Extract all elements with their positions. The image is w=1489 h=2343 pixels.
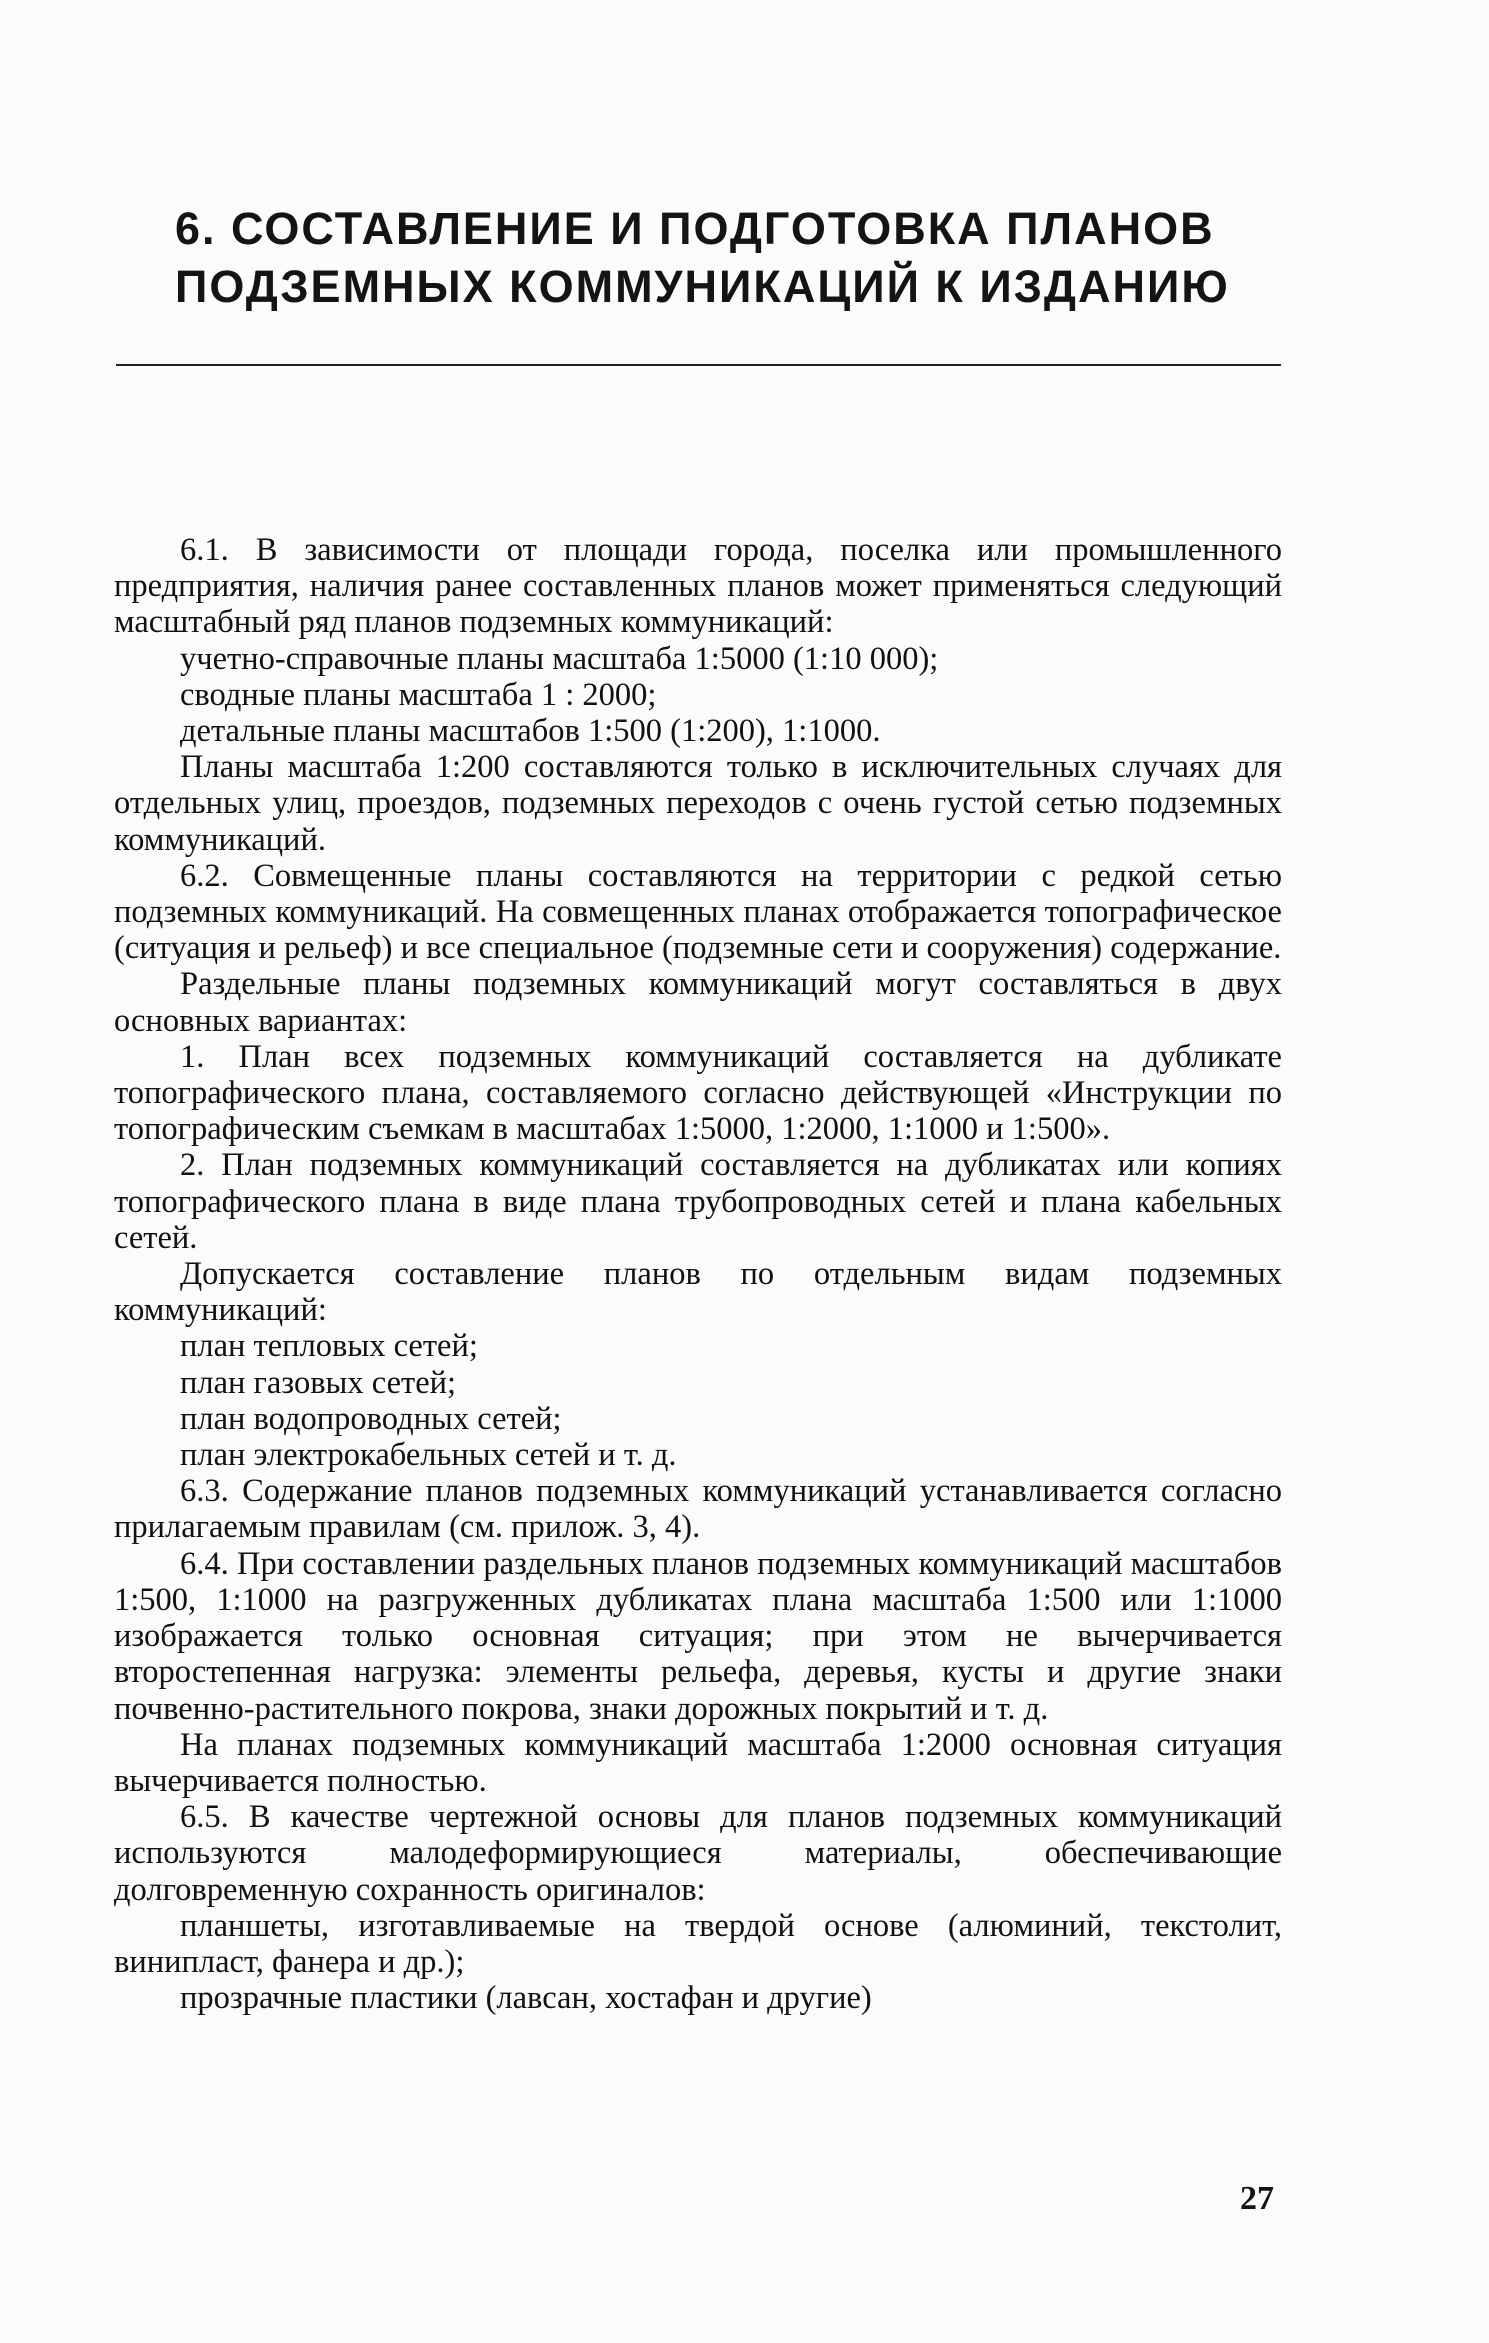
body-text (114, 532, 1282, 2016)
paragraph: 6.3. Содержание планов подземных коммуникаций устанавливается согласно прилагаемым правилам (см. прилож. 3, 4). (114, 1473, 1282, 1546)
list-item: план водопроводных сетей; (180, 1400, 562, 1437)
list-item: детальные планы масштабов 1:500 (1:200), 1:1000. (180, 713, 881, 750)
list-item: учетно-справочные планы масштаба 1:5000 (1:10 000); (180, 640, 939, 677)
heading-divider (116, 364, 1281, 366)
paragraph: Допускается составление планов по отдельным видам подземных коммуникаций: (114, 1256, 1282, 1329)
paragraph: Раздельные планы подземных коммуникаций могут составляться в двух основных вариантах: (114, 966, 1282, 1039)
chapter-heading (175, 200, 1325, 316)
paragraph: Планы масштаба 1:200 составляются только в исключительных случаях для отдельных улиц, проездов, подземных переходов с очень густой сетью подземных коммуникаций. (114, 749, 1282, 858)
paragraph: 6.5. В качестве чертежной основы для планов подземных коммуникаций используются малодеформирующиеся материалы, обеспечивающие долговременную сохранность оригиналов: (114, 1799, 1282, 1908)
list-item: план электрокабельных сетей и т. д. (180, 1437, 677, 1474)
paragraph: планшеты, изготавливаемые на твердой основе (алюминий, текстолит, винипласт, фанера и др.); (114, 1907, 1282, 1980)
paragraph: 6.2. Совмещенные планы составляются на территории с редкой сетью подземных коммуникаций. На совмещенных планах отображается топографическое (ситуация и рельеф) и все специальное (подземные сети и сооружения) содержание. (114, 857, 1282, 967)
list-item: план газовых сетей; (180, 1364, 457, 1401)
list-item: прозрачные пластики (лавсан, хостафан и другие) (180, 1980, 872, 2017)
list-item: сводные планы масштаба 1 : 2000; (180, 676, 657, 713)
page-number: 27 (1240, 2180, 1274, 2217)
paragraph: На планах подземных коммуникаций масштаба 1:2000 основная ситуация вычерчивается полностью. (114, 1726, 1282, 1799)
paragraph: 6.1. В зависимости от площади города, поселка или промышленного предприятия, наличия ранее составленных планов может применяться следующий масштабный ряд планов подземных коммуникаций: (114, 532, 1282, 641)
paragraph: 2. План подземных коммуникаций составляется на дубликатах или копиях топографического плана в виде плана трубопроводных сетей и плана кабельных сетей. (114, 1147, 1282, 1256)
chapter-heading-line-2: ПОДЗЕМНЫХ КОММУНИКАЦИЙ К ИЗДАНИЮ (175, 261, 1230, 312)
paragraph: 1. План всех подземных коммуникаций составляется на дубликате топографического плана, составляемого согласно действующей «Инструкции по топографическим съемкам в масштабах 1:5000, 1:2000, 1:1000 и 1:500». (114, 1038, 1282, 1148)
chapter-heading-line-1: 6. СОСТАВЛЕНИЕ И ПОДГОТОВКА ПЛАНОВ (175, 203, 1215, 254)
paragraph: 6.4. При составлении раздельных планов подземных коммуникаций масштабов 1:500, 1:1000 на разгруженных дубликатах плана масштаба 1:500 или 1:1000 изображается только основная ситуация; при этом не вычерчивается второстепенная нагрузка: элементы рельефа, деревья, кусты и другие знаки почвенно-растительного покрова, знаки дорожных покрытий и т. д. (114, 1545, 1282, 1727)
list-item: план тепловых сетей; (180, 1328, 478, 1365)
